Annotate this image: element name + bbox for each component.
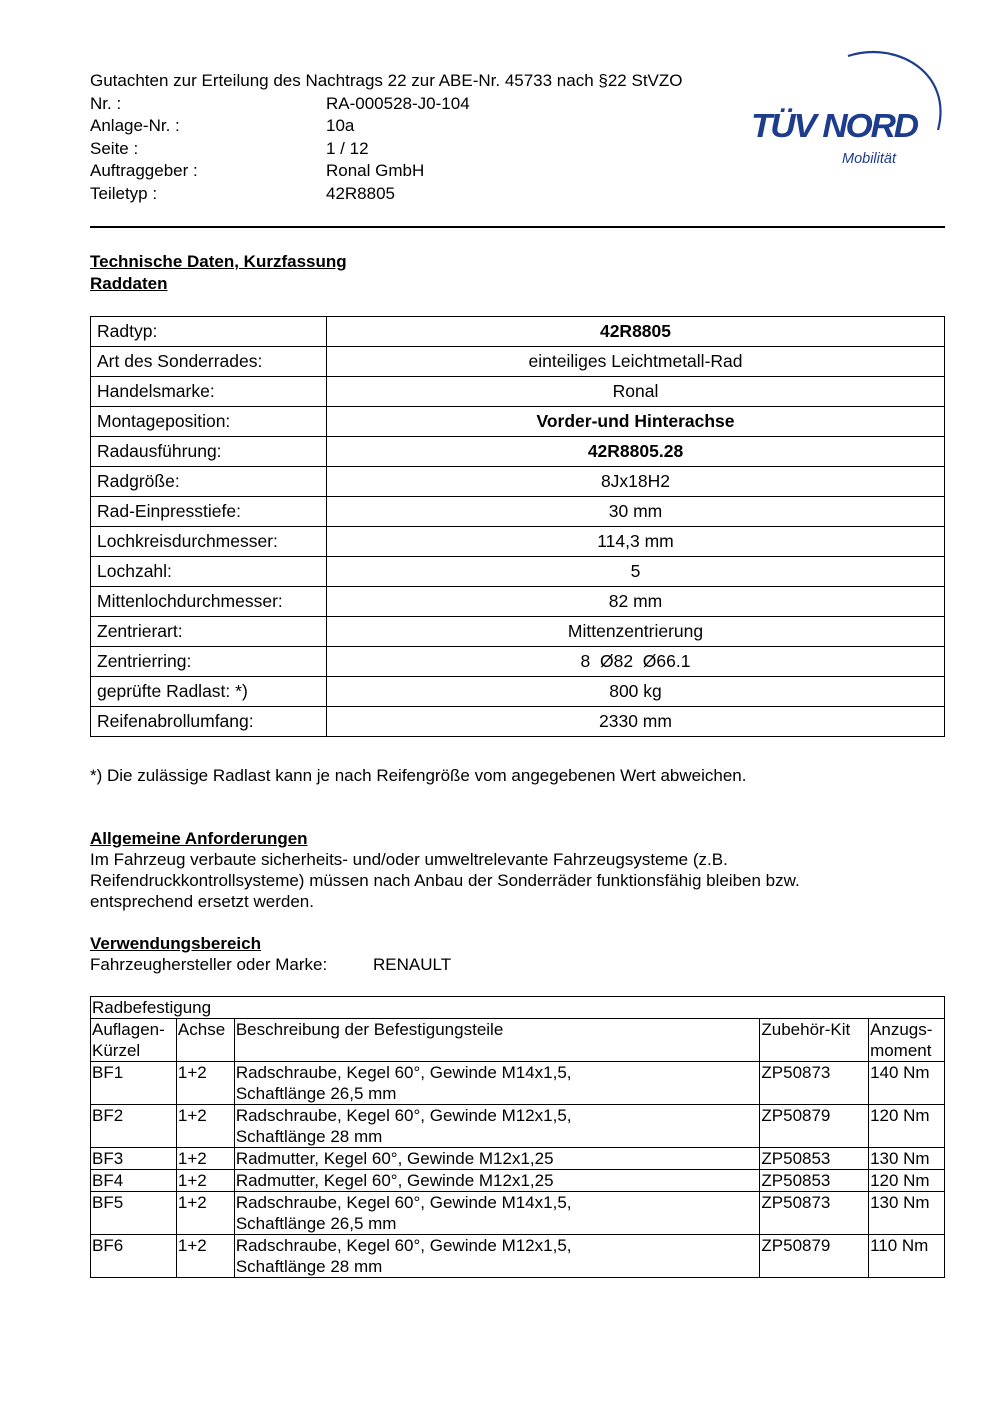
- fix-axle-cell: 1+2: [176, 1192, 234, 1235]
- column-header: [176, 1019, 234, 1062]
- table-row: [91, 647, 945, 677]
- table-row: [91, 497, 945, 527]
- wheel-value: 42R8805: [327, 317, 945, 347]
- header-row-auftraggeber: [90, 160, 683, 183]
- fix-kit-cell: ZP50853: [760, 1148, 869, 1170]
- wheel-label: Montageposition:: [91, 407, 327, 437]
- fix-axle-cell: 1+2: [176, 1235, 234, 1278]
- fix-code-cell: BF3: [91, 1148, 177, 1170]
- fix-torque-cell: 130 Nm: [869, 1192, 945, 1235]
- maker-line: [90, 954, 451, 975]
- column-header: [869, 1019, 945, 1062]
- fix-description-line: Radmutter, Kegel 60°, Gewinde M12x1,25: [235, 1171, 554, 1190]
- table-row: [91, 1148, 945, 1170]
- paragraph-line: Reifendruckkontrollsysteme) müssen nach Anbau der Sonderräder funktionsfähig bleiben bzw.: [90, 871, 800, 890]
- paragraph-line: Im Fahrzeug verbaute sicherheits- und/oder umweltrelevante Fahrzeugsysteme (z.B.: [90, 850, 728, 869]
- wheel-value: 114,3 mm: [327, 527, 945, 557]
- fix-description-line: Radmutter, Kegel 60°, Gewinde M12x1,25: [235, 1149, 554, 1168]
- fix-description-line: Schaftlänge 28 mm: [235, 1257, 383, 1276]
- table-row: [91, 707, 945, 737]
- fix-axle-cell: 1+2: [176, 1062, 234, 1105]
- wheel-value: 82 mm: [327, 587, 945, 617]
- header-row-seite: [90, 138, 683, 161]
- fix-description-line: Schaftlänge 26,5 mm: [235, 1084, 397, 1103]
- section-title: Allgemeine Anforderungen: [90, 829, 308, 848]
- column-header-line: Auflagen-: [92, 1020, 165, 1039]
- wheel-value: 8Jx18H2: [327, 467, 945, 497]
- wheel-label: Handelsmarke:: [91, 377, 327, 407]
- section-title: Technische Daten, Kurzfassung: [90, 252, 347, 271]
- document-header: [90, 70, 683, 205]
- fix-description-cell: [234, 1170, 760, 1192]
- column-header-line: Beschreibung der Befestigungsteile: [235, 1020, 504, 1039]
- column-header-line: Zubehör-Kit: [761, 1020, 851, 1039]
- fix-torque-cell: 140 Nm: [869, 1062, 945, 1105]
- fix-description-line: Radschraube, Kegel 60°, Gewinde M12x1,5,: [235, 1106, 572, 1125]
- wheel-value: 8 Ø82 Ø66.1: [327, 647, 945, 677]
- table-row: [91, 1062, 945, 1105]
- wheel-label: Mittenlochdurchmesser:: [91, 587, 327, 617]
- fix-torque-cell: 120 Nm: [869, 1170, 945, 1192]
- fix-description-line: Schaftlänge 28 mm: [235, 1127, 383, 1146]
- wheel-label: Radtyp:: [91, 317, 327, 347]
- column-header: [234, 1019, 760, 1062]
- header-label: Anlage-Nr. :: [90, 116, 180, 135]
- header-row-anlage: [90, 115, 683, 138]
- table-row: [91, 467, 945, 497]
- maker-value: RENAULT: [373, 955, 452, 974]
- logo-brand-text: TÜV NORD: [751, 107, 919, 144]
- column-header-line: moment: [870, 1041, 932, 1060]
- wheel-label: Radausführung:: [91, 437, 327, 467]
- table-row: [91, 1192, 945, 1235]
- section-technical-data: [90, 251, 347, 295]
- header-row-teiletyp: [90, 183, 683, 206]
- wheel-data-table: [90, 316, 945, 737]
- fix-description-line: Schaftlänge 26,5 mm: [235, 1214, 397, 1233]
- table-row: [91, 437, 945, 467]
- section-general-requirements: [90, 828, 950, 912]
- fix-kit-cell: ZP50879: [760, 1235, 869, 1278]
- fix-description-line: Radschraube, Kegel 60°, Gewinde M14x1,5,: [235, 1193, 572, 1212]
- table-row: [91, 557, 945, 587]
- tuv-nord-logo: [748, 44, 948, 174]
- table-row: [91, 587, 945, 617]
- fix-kit-cell: ZP50879: [760, 1105, 869, 1148]
- fix-description-cell: [234, 1105, 760, 1148]
- document-title: Gutachten zur Erteilung des Nachtrags 22 zur ABE-Nr. 45733 nach §22 StVZO: [90, 71, 683, 90]
- table-caption: Radbefestigung: [91, 997, 945, 1019]
- wheel-label: Lochkreisdurchmesser:: [91, 527, 327, 557]
- fix-description-line: Radschraube, Kegel 60°, Gewinde M14x1,5,: [235, 1063, 572, 1082]
- wheel-fixing-table: [90, 996, 945, 1278]
- tuv-nord-logo-graphic: [748, 44, 948, 174]
- header-label: Nr. :: [90, 93, 122, 113]
- fix-description-cell: [234, 1062, 760, 1105]
- section-scope: [90, 933, 451, 975]
- wheel-label: Zentrierring:: [91, 647, 327, 677]
- fix-axle-cell: 1+2: [176, 1105, 234, 1148]
- header-value: Ronal GmbH: [326, 161, 425, 180]
- header-value: 10a: [326, 116, 355, 135]
- wheel-value: Ronal: [327, 377, 945, 407]
- fix-code-cell: BF4: [91, 1170, 177, 1192]
- fix-kit-cell: ZP50853: [760, 1170, 869, 1192]
- wheel-value: 5: [327, 557, 945, 587]
- table-row: [91, 677, 945, 707]
- table-row: [91, 527, 945, 557]
- table-row: [91, 1105, 945, 1148]
- header-value: 42R8805: [326, 183, 396, 203]
- wheel-label: Lochzahl:: [91, 557, 327, 587]
- table-row: [91, 317, 945, 347]
- fix-description-cell: [234, 1148, 760, 1170]
- wheel-label: Rad-Einpresstiefe:: [91, 497, 327, 527]
- wheel-label: Art des Sonderrades:: [91, 347, 327, 377]
- fix-axle-cell: 1+2: [176, 1148, 234, 1170]
- column-header-line: Kürzel: [92, 1041, 141, 1060]
- table-header-row: [91, 1019, 945, 1062]
- section-title: Verwendungsbereich: [90, 934, 261, 953]
- fix-torque-cell: 120 Nm: [869, 1105, 945, 1148]
- fix-description-cell: [234, 1235, 760, 1278]
- wheel-value: 30 mm: [327, 497, 945, 527]
- fix-code-cell: BF6: [91, 1235, 177, 1278]
- wheel-value: 42R8805.28: [327, 437, 945, 467]
- fix-kit-cell: ZP50873: [760, 1192, 869, 1235]
- wheel-value: einteiliges Leichtmetall-Rad: [327, 347, 945, 377]
- section-subtitle: Raddaten: [90, 274, 168, 293]
- header-label: Seite :: [90, 138, 139, 158]
- fix-torque-cell: 110 Nm: [869, 1235, 945, 1278]
- table-row: [91, 1235, 945, 1278]
- fix-description-line: Radschraube, Kegel 60°, Gewinde M12x1,5,: [235, 1236, 572, 1255]
- wheel-value: Vorder-und Hinterachse: [327, 407, 945, 437]
- wheel-label: geprüfte Radlast: *): [91, 677, 327, 707]
- wheel-value: 2330 mm: [327, 707, 945, 737]
- fix-torque-cell: 130 Nm: [869, 1148, 945, 1170]
- table-row: [91, 617, 945, 647]
- table-row: [91, 347, 945, 377]
- fix-code-cell: BF2: [91, 1105, 177, 1148]
- fix-code-cell: BF1: [91, 1062, 177, 1105]
- fix-code-cell: BF5: [91, 1192, 177, 1235]
- header-divider: [90, 226, 945, 228]
- radlast-footnote: *) Die zulässige Radlast kann je nach Reifengröße vom angegebenen Wert abweichen.: [90, 766, 747, 785]
- fix-kit-cell: ZP50873: [760, 1062, 869, 1105]
- wheel-label: Reifenabrollumfang:: [91, 707, 327, 737]
- maker-label: Fahrzeughersteller oder Marke:: [90, 955, 328, 974]
- table-row: [91, 1170, 945, 1192]
- header-label: Auftraggeber :: [90, 161, 198, 180]
- header-label: Teiletyp :: [90, 183, 158, 203]
- wheel-value: Mittenzentrierung: [327, 617, 945, 647]
- fix-description-cell: [234, 1192, 760, 1235]
- column-header: [91, 1019, 177, 1062]
- column-header-line: Anzugs-: [870, 1020, 933, 1039]
- header-value: RA-000528-J0-104: [326, 93, 470, 113]
- wheel-label: Radgröße:: [91, 467, 327, 497]
- table-row: [91, 407, 945, 437]
- wheel-label: Zentrierart:: [91, 617, 327, 647]
- column-header-line: Achse: [177, 1020, 226, 1039]
- header-row-nr: [90, 93, 683, 116]
- fix-axle-cell: 1+2: [176, 1170, 234, 1192]
- wheel-value: 800 kg: [327, 677, 945, 707]
- logo-subtitle-text: Mobilität: [842, 151, 896, 167]
- paragraph-line: entsprechend ersetzt werden.: [90, 892, 314, 911]
- header-value: 1 / 12: [326, 138, 369, 158]
- column-header: [760, 1019, 869, 1062]
- table-caption-row: [91, 997, 945, 1019]
- table-row: [91, 377, 945, 407]
